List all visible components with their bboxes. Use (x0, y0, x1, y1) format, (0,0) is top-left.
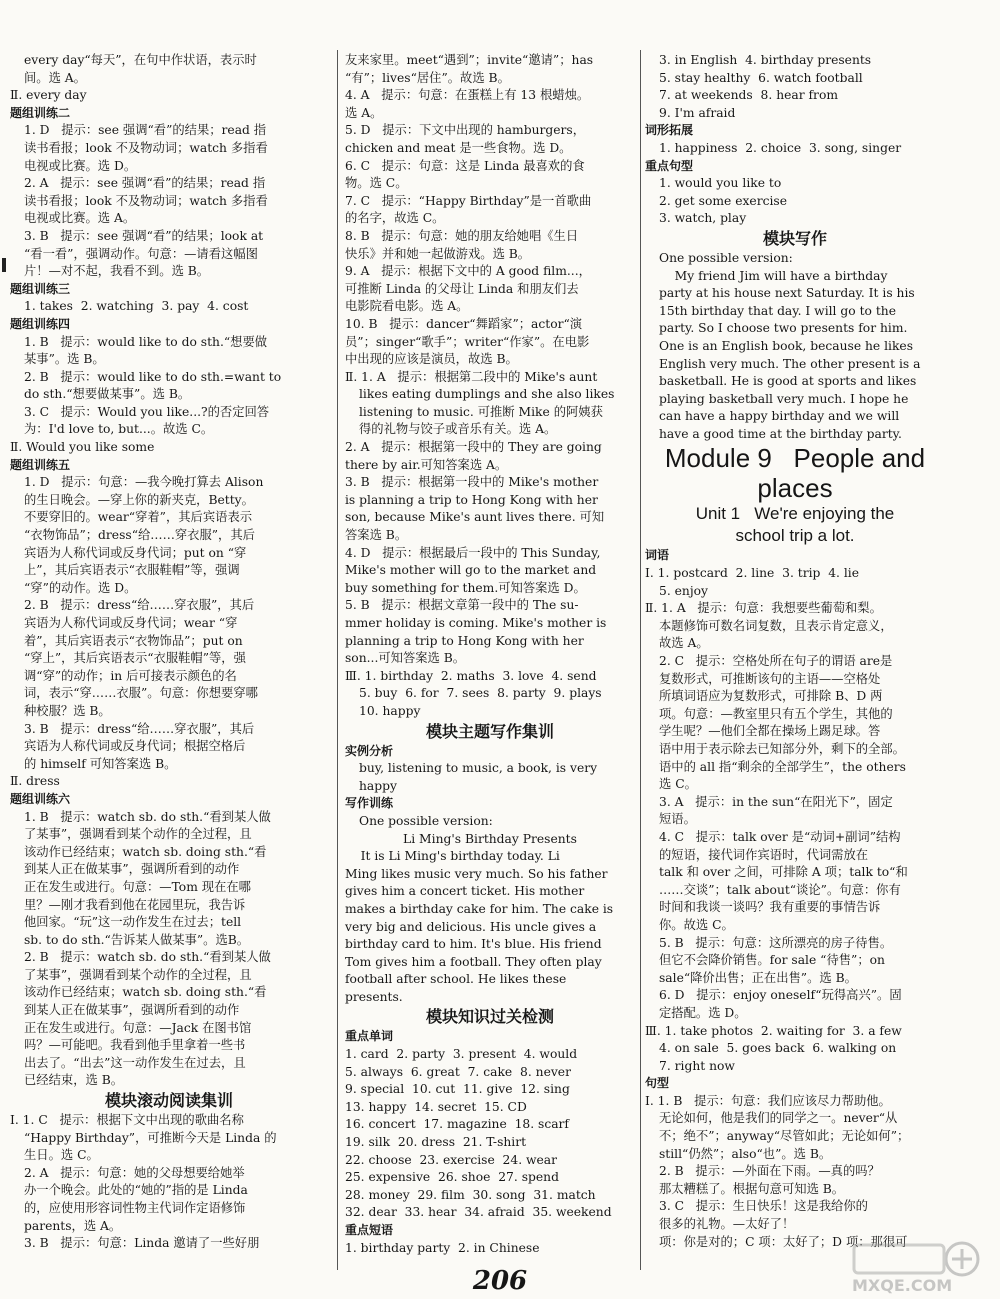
answer-line: 32. dear 33. hear 34. afraid 35. weekend (345, 1205, 612, 1220)
answer-line: Ⅱ. dress (10, 774, 60, 789)
answer-line: 6. D 提示：enjoy oneself“玩得高兴”。固 (659, 988, 902, 1003)
answer-line: 该动作已经结束；watch sb. doing sth.“看 (24, 844, 267, 859)
watermark-logo (844, 1237, 994, 1295)
answer-line: 无论如何，他是我们的同学之一。never“从 (659, 1111, 898, 1126)
answer-line: “看一看”，强调动作。句意：—请看这幅图 (24, 246, 258, 261)
answer-line: birthday card to him. It's blue. His friend (345, 937, 602, 952)
answer-line: 正在发生或进行。句意：—Tom 现在在哪 (24, 879, 251, 894)
answer-line: likes eating dumplings and she also likes (359, 387, 615, 402)
answer-line: party at his house next Saturday. It is his (659, 286, 915, 301)
module-heading: 模块滚动阅读集训 (104, 1091, 233, 1111)
answer-line: 1. happiness 2. choice 3. song, singer (659, 140, 902, 155)
answer-line: 的名字，故选 C。 (345, 211, 445, 226)
answer-line: 员”；singer“歌手”；writer“作家”。在电影 (345, 334, 590, 349)
answer-line: buy, listening to music, a book, is very (359, 761, 598, 776)
answer-line: 某事”。选 B。 (24, 352, 105, 367)
answer-line: “Happy Birthday”，可推断今天是 Linda 的 (24, 1130, 277, 1145)
answer-line: 吗？—可能吧。我看到他手里拿着一些书 (24, 1038, 246, 1053)
section-heading: 重点短语 (345, 1223, 394, 1237)
answer-line: 为：I'd love to, but...。故选 C。 (24, 422, 214, 437)
answer-line: 1. B 提示：watch sb. do sth.“看到某人做 (24, 809, 271, 824)
answer-line: 友来家里。meet“遇到”；invite“邀请”；has (345, 53, 594, 67)
answer-line: 5. always 6. great 7. cake 8. never (345, 1064, 571, 1079)
answer-line: 1. D 提示：see 强调“看”的结果；read 指 (24, 123, 267, 138)
answer-line: 5. enjoy (659, 583, 709, 598)
answer-line: Mike's mother will go to the market and (345, 563, 597, 578)
answer-line: 4. C 提示：talk over 是“动词+副词”结构 (659, 829, 901, 844)
answer-line: Ⅱ. 1. A 提示：根据第二段中的 Mike's aunt (345, 369, 598, 384)
answer-line: every day“每天”，在句中作状语，表示时 (24, 53, 257, 67)
answer-line: 28. money 29. film 30. song 31. match (345, 1187, 596, 1202)
answer-line: 6. C 提示：句意：这是 Linda 最喜欢的食 (345, 158, 585, 173)
unit-title: Unit 1 We're enjoying the (695, 504, 895, 524)
section-heading: 题组训练二 (10, 105, 71, 120)
answer-line: have a good time at the birthday party. (659, 426, 902, 441)
section-heading: 词形拓展 (645, 123, 694, 138)
answer-line: 2. B 提示：—外面在下雨。—真的吗？ (659, 1164, 880, 1179)
answer-line: 宾语为人称代词或反身代词；put on “穿 (24, 545, 247, 560)
answer-line: 到某人正在做某事”，强调所看到的动作 (24, 862, 240, 877)
answer-line: is planning a trip to Hong Kong with her (345, 492, 598, 507)
answer-line: mmer holiday is coming. Mike's mother is (345, 616, 607, 630)
answer-line: 定搭配。选 D。 (659, 1005, 747, 1020)
answer-line: 9. special 10. cut 11. give 12. sing (345, 1082, 570, 1097)
answer-line: 15th birthday that day. I will go to the (659, 303, 896, 318)
answer-line: 2. A 提示：see 强调“看”的结果；read 指 (24, 176, 266, 191)
answer-line: 间。选 A。 (24, 70, 86, 85)
answer-line: “衣物饰品”；dress“给……穿衣服”，其后 (24, 528, 255, 543)
answer-line: still“仍然”；also“也”。选 B。 (659, 1146, 832, 1161)
answer-line: 3. B 提示：根据第一段中的 Mike's mother (345, 475, 599, 490)
answer-line: Ⅲ. 1. take photos 2. waiting for 3. a few (645, 1023, 902, 1038)
page-number: 206 (472, 1266, 528, 1296)
answer-line: 了某事”，强调看到某个动作的全过程，且 (24, 967, 252, 982)
answer-line: 选 C。 (659, 777, 697, 792)
answer-line: 1. would you like to (659, 176, 782, 191)
svg-text:MXQE.COM: MXQE.COM (852, 1276, 953, 1295)
answer-line: 可推断 Linda 的父母让 Linda 和朋友们去 (345, 281, 579, 296)
column-divider (337, 50, 338, 1270)
answer-line: parents，选 A。 (24, 1218, 122, 1233)
answer-line: 那太糟糕了。根据句意可知选 B。 (659, 1181, 845, 1196)
answer-line: 5. B 提示：根据文章第一段中的 The su- (345, 598, 579, 613)
answer-line: 上”，其后宾语表示“衣服鞋帽”等，强调 (24, 563, 240, 578)
answer-line: son, because Mike's aunt lives there. 可知 (345, 510, 605, 525)
answer-line: 25. expensive 26. shoe 27. spend (345, 1170, 559, 1185)
answer-line: 宾语为人称代词或反身代词；wear “穿 (24, 616, 238, 630)
module-heading: 模块主题写作集训 (425, 721, 554, 741)
answer-line: 选 A。 (345, 105, 383, 120)
answer-line: 种校服？选 B。 (24, 703, 111, 718)
answer-line: 时间和我谈一谈吗？我有重要的事情告诉 (659, 900, 881, 915)
answer-line: One possible version: (659, 250, 793, 265)
module-title: places (757, 473, 833, 504)
answer-line: do sth.“想要做某事”。选 B。 (24, 387, 191, 402)
answer-line: 到某人正在做某事”，强调所看到的动作 (24, 1003, 240, 1018)
answer-line: 2. get some exercise (659, 193, 787, 208)
answer-line: basketball. He is good at sports and likes (659, 374, 917, 389)
answer-line: 2. B 提示：dress“给……穿衣服”，其后 (24, 598, 255, 613)
answer-line: 3. B 提示：see 强调“看”的结果；look at (24, 228, 264, 243)
section-heading: 句型 (645, 1076, 670, 1091)
answer-line: 语中用于表示除去已知部分外，剩下的全部。 (659, 742, 905, 756)
answer-line: 项。句意：—教室里只有五个学生，其他的 (659, 706, 893, 721)
answer-line: chicken and meat 是一些食物。选 D。 (345, 140, 572, 155)
answer-line: 5. buy 6. for 7. sees 8. party 9. plays (359, 686, 602, 701)
answer-line: One is an English book, because he likes (659, 338, 914, 353)
section-heading: 题组训练六 (10, 791, 71, 806)
answer-line: buy something for them.可知答案选 D。 (345, 580, 586, 595)
answer-line: 学生呢？—他们全都在操场上踢足球。答 (659, 724, 881, 739)
answer-line: 2. A 提示：句意：她的父母想要给她举 (24, 1165, 245, 1180)
answer-line: 5. stay healthy 6. watch football (659, 70, 863, 85)
answer-line: My friend Jim will have a birthday (659, 268, 888, 283)
section-heading: 题组训练五 (10, 457, 71, 472)
section-heading: 写作训练 (345, 796, 394, 811)
answer-line: 电视或比赛。选 A。 (24, 211, 136, 226)
answer-line: 短语。 (659, 812, 696, 827)
answer-line: listening to music. 可推断 Mike 的阿姨获 (359, 404, 603, 419)
answer-column-middle (345, 52, 635, 1257)
answer-line: 3. watch, play (659, 211, 747, 226)
answer-line: playing basketball very much. I hope he (659, 391, 909, 406)
answer-line: 中出现的应该是演员，故选 B。 (345, 352, 518, 367)
answer-line: 不；绝不”；anyway“尽管如此；无论如何”； (659, 1129, 910, 1144)
answer-line: 1. D 提示：句意：—我今晚打算去 Alison (24, 475, 264, 490)
answer-line: 4. D 提示：根据最后一段中的 This Sunday, (345, 545, 601, 560)
answer-line: 8. B 提示：句意：她的朋友给她唱《生日 (345, 228, 579, 243)
answer-line: English very much. The other present is a (659, 356, 921, 371)
section-heading: 重点单词 (345, 1029, 394, 1044)
section-heading: 题组训练四 (10, 316, 71, 331)
answer-line: 19. silk 20. dress 21. T-shirt (345, 1135, 527, 1150)
unit-title: school trip a lot. (735, 526, 855, 546)
answer-line: 读书看报；look 不及物动词；watch 多指看 (24, 193, 268, 208)
answer-line: 1. card 2. party 3. present 4. would (345, 1047, 578, 1062)
answer-line: 10. happy (359, 703, 421, 718)
answer-line: Ⅱ. 1. A 提示：句意：我想要些葡萄和梨。 (645, 601, 882, 616)
answer-line: 快乐》并和她一起做游戏。选 B。 (345, 246, 531, 261)
section-heading: 词语 (645, 548, 670, 563)
answer-line: 3. B 提示：dress“给……穿衣服”，其后 (24, 721, 255, 736)
answer-line: 办一个晚会。此处的“她的”指的是 Linda (24, 1183, 248, 1198)
answer-line: 3. C 提示：Would you like...?的否定回答 (24, 404, 270, 419)
answer-line: 词，表示“穿……衣服”。句意：你想要穿哪 (24, 686, 258, 701)
answer-line: presents. (345, 989, 403, 1004)
answer-line: sale“降价出售；正在出售”。选 B。 (659, 970, 857, 985)
answer-line: 读书看报；look 不及物动词；watch 多指看 (24, 140, 268, 155)
answer-line: 7. C 提示：“Happy Birthday”是一首歌曲 (345, 193, 592, 208)
answer-line: Ⅰ. 1. C 提示：根据下文中出现的歌曲名称 (10, 1113, 244, 1128)
answer-line: son...可知答案选 B。 (345, 651, 466, 666)
answer-line: 里？—刚才我看到他在花园里玩，我告诉 (24, 897, 246, 912)
answer-line: 5. B 提示：句意：这所漂亮的房子待售。 (659, 935, 893, 950)
answer-line: 已经结束，选 B。 (24, 1073, 124, 1088)
answer-line: 他回家。“玩”这一动作发生在过去；tell (24, 915, 242, 930)
answer-line: sb. to do sth.“告诉某人做某事”。选B。 (24, 932, 250, 947)
answer-line: One possible version: (359, 813, 493, 828)
answer-line: 生日。选 C。 (24, 1148, 99, 1163)
answer-line: 项：你是对的；C 项：太好了；D 项：那很可 (659, 1234, 908, 1249)
answer-line: Ⅱ. every day (10, 88, 87, 103)
answer-line: happy (359, 778, 397, 793)
answer-line: 2. C 提示：空格处所在句子的谓语 are是 (659, 654, 893, 669)
answer-line: 2. A 提示：根据第一段中的 They are going (345, 440, 602, 455)
margin-mark (2, 258, 6, 272)
answer-line: 语中的 all 指“剩余的全部学生”，the others (659, 759, 906, 774)
module-heading: 模块知识过关检测 (425, 1007, 554, 1027)
answer-line: 3. C 提示：生日快乐！这是我给你的 (659, 1199, 868, 1214)
answer-line: 的短语，接代词作宾语时，代词需放在 (659, 847, 869, 862)
answer-line: gives him a concert ticket. His mother (345, 884, 585, 899)
answer-line: 16. concert 17. magazine 18. scarf (345, 1117, 569, 1132)
module-title: Module 9 People and (664, 443, 926, 474)
essay-title: Li Ming's Birthday Presents (403, 831, 577, 846)
answer-line: 3. in English 4. birthday presents (659, 53, 872, 67)
answer-line: 1. B 提示：would like to do sth.“想要做 (24, 334, 268, 349)
answer-line: 正在发生或进行。句意：—Jack 在图书馆 (24, 1020, 252, 1035)
answer-line: 得的礼物与饺子或音乐有关。选 A。 (359, 422, 557, 437)
answer-line: 电影院看电影。选 A。 (345, 299, 469, 314)
answer-line: 13. happy 14. secret 15. CD (345, 1099, 527, 1114)
section-heading: 实例分析 (345, 743, 394, 758)
answer-line: 1. birthday party 2. in Chinese (345, 1240, 540, 1255)
answer-line: Tom gives him a football. They often play (345, 954, 602, 969)
answer-line: ……交谈”；talk about“谈论”。句意：你有 (659, 882, 901, 897)
answer-line: 的 himself 可知答案选 B。 (24, 756, 177, 771)
answer-line: 的，应使用形容词性物主代词作定语修饰 (24, 1201, 246, 1215)
answer-line: makes a birthday cake for him. The cake is (345, 901, 614, 916)
answer-line: 所填词语应为复数形式，可排除 B、D 两 (659, 689, 883, 704)
answer-line: Ⅱ. Would you like some (10, 440, 155, 455)
answer-column-right (645, 52, 945, 1251)
answer-line: Ⅰ. 1. B 提示：句意：我们应该尽力帮助他。 (645, 1093, 891, 1108)
answer-line: planning a trip to Hong Kong with her (345, 633, 584, 648)
answer-line: 9. I'm afraid (659, 105, 736, 120)
answer-line: 4. on sale 5. goes back 6. walking on (659, 1041, 897, 1056)
answer-line: 4. A 提示：句意：在蛋糕上有 13 根蜡烛。 (345, 88, 590, 103)
answer-line: “有”；lives“居住”。故选 B。 (345, 70, 510, 85)
answer-line: 1. takes 2. watching 3. pay 4. cost (24, 299, 249, 314)
answer-line: 3. B 提示：句意：Linda 邀请了一些好朋 (24, 1236, 260, 1251)
answer-line: 调“穿”的动作；in 后可接表示颜色的名 (24, 668, 237, 683)
answer-line: It is Li Ming's birthday today. Li (345, 849, 560, 864)
answer-column-left (10, 52, 328, 1253)
column-divider (640, 50, 641, 1270)
answer-line: 2. B 提示：watch sb. do sth.“看到某人做 (24, 950, 271, 965)
answer-line: 复数形式，可推断该句的主语——空格处 (659, 671, 881, 686)
section-heading: 题组训练三 (10, 281, 71, 296)
answer-line: 5. D 提示：下文中出现的 hamburgers， (345, 123, 586, 138)
answer-line: 故选 A。 (659, 636, 709, 651)
answer-line: 10. B 提示：dancer“舞蹈家”；actor“演 (345, 316, 583, 331)
answer-line: Ming likes music very much. So his father (345, 866, 608, 881)
answer-line: 电视或比赛。选 D。 (24, 158, 137, 173)
answer-line: 本题修饰可数名词复数，且表示肯定意义， (659, 618, 893, 633)
answer-line: 宾语为人称代词或反身代词；根据空格后 (24, 739, 246, 754)
answer-line: can have a happy birthday and we will (659, 409, 900, 424)
answer-line: 物。选 C。 (345, 176, 408, 191)
section-heading: 重点句型 (645, 158, 694, 173)
answer-line: 出去了。“出去”这一动作发生在过去，且 (24, 1055, 246, 1070)
module-heading: 模块写作 (762, 228, 827, 248)
answer-line: 着”，其后宾语表示“衣物饰品”；put on (24, 633, 243, 648)
answer-line: 7. at weekends 8. hear from (659, 88, 839, 103)
answer-line: 但它不会降价销售。for sale “待售”；on (659, 953, 885, 968)
answer-line: “穿上”，其后宾语表示“衣服鞋帽”等，强 (24, 651, 246, 666)
answer-line: football after school. He likes these (345, 972, 567, 987)
answer-line: 22. choose 23. exercise 24. wear (345, 1152, 558, 1167)
answer-line: 了某事”，强调看到某个动作的全过程，且 (24, 827, 252, 842)
answer-line: 9. A 提示：根据下文中的 A good film...， (345, 264, 591, 279)
answer-line: 的生日晚会。—穿上你的新夹克，Betty。 (24, 492, 254, 507)
answer-line: 片！—对不起，我看不到。选 B。 (24, 264, 210, 279)
answer-line: there by air.可知答案选 A。 (345, 457, 508, 472)
answer-line: 7. right now (659, 1058, 735, 1073)
answer-line: party. So I choose two presents for him. (659, 321, 908, 336)
answer-line: 你。故选 C。 (659, 917, 734, 932)
answer-line: very big and delicious. His uncle gives a (345, 919, 597, 934)
answer-line: 3. A 提示：in the sun“在阳光下”，固定 (659, 794, 893, 809)
answer-line: 很多的礼物。—太好了！ (659, 1217, 795, 1232)
answer-line: 2. B 提示：would like to do sth.=want to (24, 369, 282, 384)
answer-line: 该动作已经结束；watch sb. doing sth.“看 (24, 985, 267, 1000)
answer-line: 答案选 B。 (345, 528, 408, 543)
answer-line: “穿”的动作。选 D。 (24, 580, 137, 595)
answer-line: Ⅲ. 1. birthday 2. maths 3. love 4. send (345, 668, 597, 683)
answer-line: 不要穿旧的。wear“穿着”，其后宾语表示 (24, 510, 253, 525)
answer-line: talk 和 over 之间，可排除 A 项；talk to“和 (659, 865, 908, 880)
answer-line: Ⅰ. 1. postcard 2. line 3. trip 4. lie (645, 566, 860, 581)
